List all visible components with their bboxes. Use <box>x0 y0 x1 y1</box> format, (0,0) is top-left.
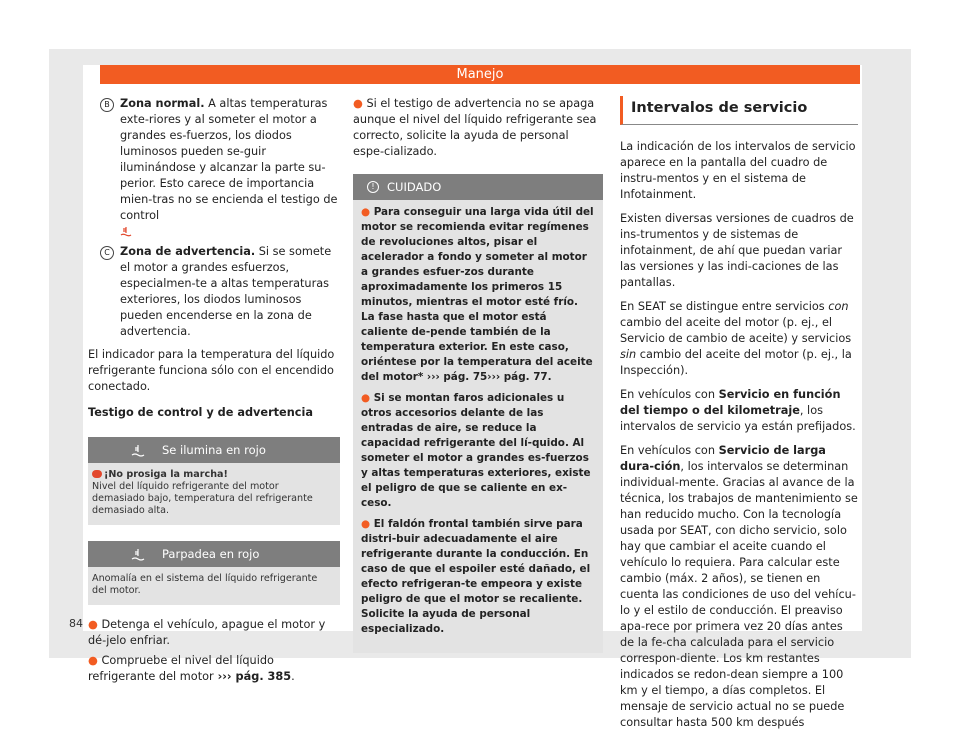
bullet-dot-icon: ● <box>88 654 98 667</box>
paragraph <box>620 387 858 435</box>
caution-item <box>361 391 595 511</box>
section-header: Manejo <box>100 65 860 84</box>
column-middle <box>353 96 603 653</box>
zone-warning-item <box>88 244 340 340</box>
paragraph: La indicación de los intervalos de servicio aparece en la pantalla del cuadro de instru-mentos y en el sistema de Infotainment. <box>620 140 856 201</box>
zone-normal-item <box>88 96 340 237</box>
info-circle-icon: ! <box>367 181 379 193</box>
caution-text: Para conseguir una larga vida útil del motor se recomienda evitar regímenes de revoluciones altos, pisar el acelerador a fondo y someter al motor a grandes esfuer-zos durante aproximadamente los primeros 15 minutos, mientras el motor esté frío. La fase hasta que el motor está caliente de-pende también de la temperatura exterior. En este caso, oriéntese por la temperatura del aceite del motor* ››› pág. 75››› pág. 77. <box>361 206 594 383</box>
page-number: 84 <box>69 617 83 630</box>
lamp-red-label: Se ilumina en rojo <box>162 443 266 457</box>
coolant-temperature-icon <box>130 437 146 463</box>
lamp-blink-text: Anomalía en el sistema del líquido refrigerante del motor. <box>92 573 318 596</box>
caution-title: CUIDADO <box>387 180 442 194</box>
indicator-text: El indicador para la temperatura del líquido refrigerante funciona sólo con el encendido conectado. <box>88 348 335 393</box>
text-span: , los intervalos de servicio ya están prefijados. <box>620 404 856 433</box>
caution-item <box>361 517 595 637</box>
coolant-warning-icon <box>120 227 132 237</box>
warning-lamp-heading: Testigo de control y de advertencia <box>88 406 313 419</box>
marker-b: B <box>100 98 114 112</box>
intro-text: Si el testigo de advertencia no se apaga aunque el nivel del líquido refrigerante sea correcto, solicite la ayuda de personal espe-cializado. <box>353 97 597 158</box>
bullet-dot-icon: ● <box>361 518 371 530</box>
bullet-item <box>88 617 340 649</box>
text-span: , los intervalos se determinan individual-mente. Gracias al avance de la técnica, los trabajos de mantenimiento se han reducido mucho. Con la tecnología usada por SEAT, con dicho servicio, solo hay que cambiar el aceite cuando el vehículo lo requiera. Para calcular este cambio (máx. 2 años), se tienen en cuenta las condiciones de uso del vehícu-lo y el estilo de conducción. El preaviso apa-rece por primera vez 20 días antes de la fe-cha calculada para el servicio correspon-diente. Los km restantes indicados se redon-dean siempre a 100 km y el tiempo, a días completos. El mensaje de servicio actual no se puede consultar hasta 500 km después <box>620 460 858 729</box>
stop-icon <box>92 470 102 478</box>
caution-box <box>353 200 603 653</box>
emphasis: Servicio de larga dura-ción <box>620 444 826 473</box>
stop-text: ¡No prosiga la marcha! <box>104 469 228 480</box>
paragraph <box>620 299 858 379</box>
caution-item <box>361 205 595 385</box>
zone-warning-text: Si se somete el motor a grandes esfuerzos, especialmen-te a altas temperaturas exteriores, los diodos luminosos pueden encenderse en la zona de advertencia. <box>120 245 332 338</box>
text-span: En SEAT se distingue entre servicios <box>620 300 829 313</box>
coolant-temperature-blink-icon <box>130 541 146 567</box>
bullet-text: Compruebe el nivel del líquido refrigerante del motor <box>88 654 274 683</box>
paragraph <box>620 443 858 731</box>
section-title: Intervalos de servicio <box>620 96 858 125</box>
text-span: cambio del aceite del motor (p. ej., el Servicio de cambio de aceite) y servicios <box>620 316 852 345</box>
bullet-dot-icon: ● <box>361 206 371 218</box>
bullet-item <box>88 653 340 685</box>
lamp-red-bar <box>88 437 340 463</box>
emphasis: con <box>828 300 849 313</box>
text-span: En vehículos con <box>620 444 719 457</box>
zone-normal-title: Zona normal. <box>120 97 205 110</box>
lamp-blink-label: Parpadea en rojo <box>162 547 260 561</box>
lamp-blink-body <box>88 567 340 605</box>
caution-text: El faldón frontal también sirve para distri-buir adecuadamente el aire refrigerante durante la conducción. En caso de que el espoiler esté dañado, el efecto refrigeran-te empeora y existe peligro de que el motor se recaliente. Solicite la ayuda de personal especializado. <box>361 518 591 635</box>
page-reference-link[interactable]: ››› pág. 385 <box>213 670 292 683</box>
emphasis: Servicio en función del tiempo o del kilometraje <box>620 388 841 417</box>
column-left <box>88 96 340 689</box>
lamp-blink-bar <box>88 541 340 567</box>
lamp-red-body <box>88 463 340 525</box>
zone-warning-title: Zona de advertencia. <box>120 245 256 258</box>
bullet-dot-icon: ● <box>353 97 363 110</box>
paragraph: Existen diversas versiones de cuadros de ins-trumentos y de sistemas de infotainment, de ahí que puedan variar las versiones y las indi-caciones de las pantallas. <box>620 212 854 289</box>
bullet-dot-icon: ● <box>88 618 98 631</box>
zone-normal-text: A altas temperaturas exte-riores y al someter el motor a grandes es-fuerzos, los diodos luminosos pueden se-guir iluminándose y alcanzar la parte su-perior. Esto carece de importancia mien-tras no se encienda el testigo de control <box>120 97 338 222</box>
caution-header <box>353 174 603 200</box>
intro-item <box>353 96 603 160</box>
text-span: cambio del aceite del motor (p. ej., la Inspección). <box>620 348 852 377</box>
lamp-red-text: Nivel del líquido refrigerante del motor demasiado bajo, temperatura del refrigerante demasiado alta. <box>92 481 313 516</box>
caution-text: Si se montan faros adicionales u otros accesorios delante de las entradas de aire, se reduce la capacidad refrigerante del lí-quido. Al someter el motor a grandes es-fuerzos y altas temperaturas exteriores, existe el peligro de que se caliente en ex-ceso. <box>361 392 591 509</box>
bullet-end: . <box>291 670 295 683</box>
column-right <box>620 96 858 739</box>
emphasis: sin <box>620 348 637 361</box>
text-span: En vehículos con <box>620 388 719 401</box>
bullet-dot-icon: ● <box>361 392 371 404</box>
marker-c: C <box>100 246 114 260</box>
bullet-text: Detenga el vehículo, apague el motor y dé-jelo enfriar. <box>88 618 326 647</box>
